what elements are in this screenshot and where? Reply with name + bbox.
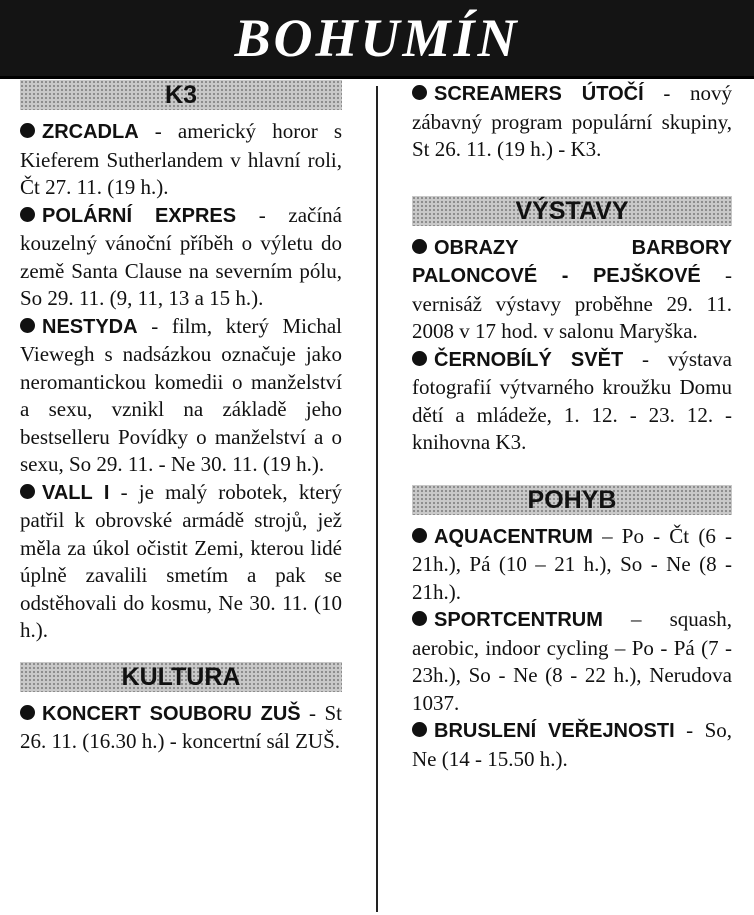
entry-text: - vernisáž výstavy proběhne 29. 11. 2008 v 17 hod. v salonu Maryška. — [412, 263, 732, 343]
listing-entry — [20, 202, 342, 313]
bullet-icon — [20, 484, 35, 499]
entry-text: – squash, aerobic, indoor cycling – Po - Pá (7 - 23h.), So - Ne (8 - 22 h.), Nerudova 1037. — [412, 607, 732, 715]
listing-entry — [412, 523, 732, 607]
entry-text: - začíná kouzelný vánoční příběh o výletu do země Santa Clause na severním pólu, So 29. 11. (9, 11, 13 a 15 h.). — [20, 202, 342, 310]
listing-entry — [412, 717, 732, 773]
section-title: KULTURA — [121, 662, 241, 691]
listing-entry — [20, 313, 342, 479]
entry-text: - film, který Michal Viewegh s nadsázkou označuje jako neromantickou komedii o manželství a sexu, vznikl na základě jeho bestselleru Povídky o manželství a o sexu, So 29. 11. - Ne 30. 11. (19 h.). — [20, 313, 342, 476]
left-column — [20, 80, 342, 756]
listing-entry — [412, 234, 732, 346]
section-gap — [412, 164, 732, 196]
column-divider — [376, 86, 378, 912]
listing-entry — [412, 346, 732, 457]
listing-entry — [412, 606, 732, 717]
entry-title: OBRAZY BARBORY PALONCOVÉ - PEJŠKOVÉ — [412, 236, 732, 287]
section-header-k3 — [20, 80, 342, 110]
entry-title: SPORTCENTRUM — [434, 609, 603, 631]
entry-text: - americký horor s Kieferem Sutherlandem v hlavní roli, Čt 27. 11. (19 h.). — [20, 119, 342, 199]
bullet-icon — [412, 239, 427, 254]
entry-title: AQUACENTRUM — [434, 525, 593, 548]
bullet-icon — [20, 207, 35, 222]
bullet-icon — [20, 705, 35, 720]
section-title: VÝSTAVY — [515, 196, 629, 225]
section-header-vystavy — [412, 196, 732, 226]
entry-text: - výstava fotografií výtvarného kroužku Domu dětí a mládeže, 1. 12. - 23. 12. - knihovna K3. — [412, 346, 732, 454]
section-gap — [20, 645, 342, 662]
right-column — [412, 80, 732, 773]
masthead — [0, 0, 754, 79]
section-title: K3 — [165, 81, 197, 109]
listing-entry — [20, 479, 342, 645]
entry-title: KONCERT SOUBORU ZUŠ — [42, 702, 301, 725]
listing-entry — [20, 700, 342, 756]
masthead-title: BOHUMÍN — [234, 8, 520, 68]
bullet-icon — [412, 85, 427, 100]
entry-title: NESTYDA — [42, 315, 138, 338]
bullet-icon — [412, 611, 427, 626]
entry-title: POLÁRNÍ EXPRES — [42, 204, 237, 227]
bullet-icon — [20, 318, 35, 333]
bullet-icon — [20, 123, 35, 138]
entry-title: VALL I — [42, 481, 110, 504]
entry-title: SCREAMERS ÚTOČÍ — [434, 83, 644, 105]
bullet-icon — [412, 528, 427, 543]
entry-text: - je malý robotek, který patřil k obrovské armádě strojů, jež měla za úkol očistit Zemi, kterou lidé úplně zavalili smetím a pak se odstěhovali do kosmu, Ne 30. 11. (10 h.). — [20, 479, 343, 642]
listing-entry — [20, 118, 342, 202]
section-header-pohyb — [412, 485, 732, 515]
entry-text: - St 26. 11. (16.30 h.) - koncertní sál ZUŠ. — [20, 700, 342, 753]
bullet-icon — [412, 722, 427, 737]
section-gap — [412, 457, 732, 485]
listing-entry — [412, 80, 732, 164]
entry-text: – Po - Čt (6 - 21h.), Pá (10 – 21 h.), So - Ne (8 - 21h.). — [412, 523, 732, 604]
section-title: POHYB — [527, 485, 617, 514]
entry-title: BRUSLENÍ VEŘEJNOSTI — [434, 720, 675, 742]
section-header-kultura — [20, 662, 342, 692]
bullet-icon — [412, 351, 427, 366]
entry-text: - So, Ne (14 - 15.50 h.). — [412, 718, 732, 771]
entry-title: ČERNOBÍLÝ SVĚT — [434, 348, 624, 371]
entry-text: - nový zábavný program populární skupiny, St 26. 11. (19 h.) - K3. — [412, 81, 732, 161]
entry-title: ZRCADLA — [42, 121, 139, 143]
